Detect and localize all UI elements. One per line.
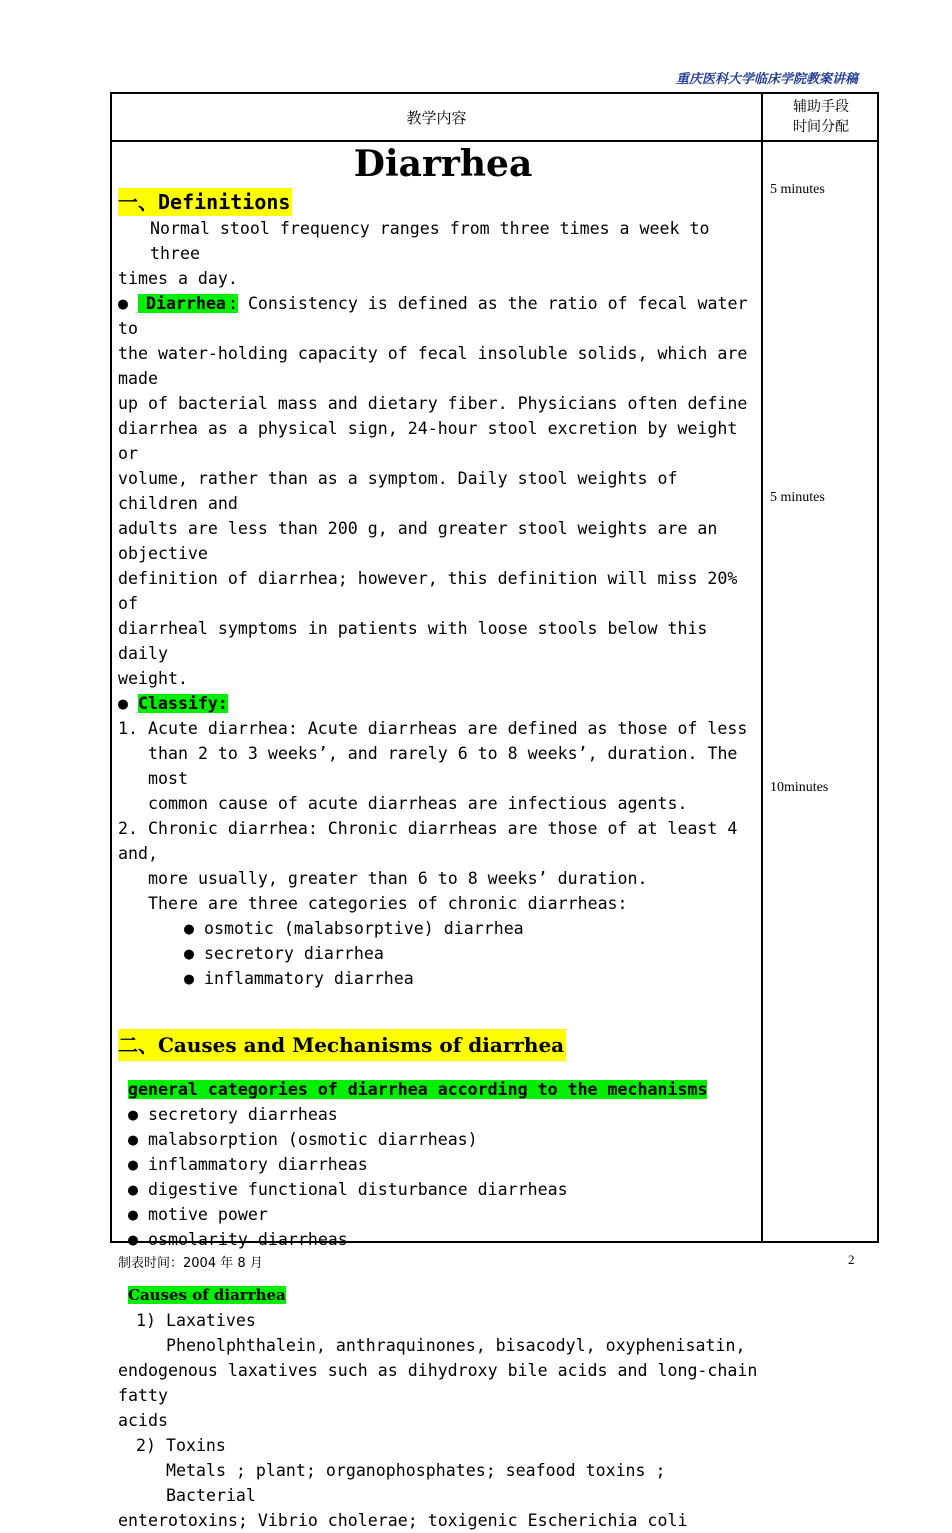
column-divider <box>761 94 763 1241</box>
chronic-line: There are three categories of chronic diarrheas: <box>148 894 628 913</box>
diarrhea-definition <box>118 291 758 341</box>
causes-heading: Causes of diarrhea <box>128 1286 286 1304</box>
page-title: Diarrhea <box>353 143 533 185</box>
definition-line: diarrheal symptoms in patients with loose stools below this daily <box>118 619 708 663</box>
definition-line: weight. <box>118 669 188 688</box>
mechanism-item: ● motive power <box>128 1205 268 1224</box>
definition-line: definition of diarrhea; however, this definition will miss 20% of <box>118 569 738 613</box>
cause-line: Phenolphthalein, anthraquinones, bisacodyl, oxyphenisatin, <box>166 1336 746 1355</box>
cause-label: 2) Toxins <box>136 1436 226 1455</box>
bullet: ● <box>118 694 128 713</box>
mechanisms-heading: general categories of diarrhea according to the mechanisms <box>128 1080 708 1099</box>
cause-line: enterotoxins; Vibrio cholerae; toxigenic Escherichia coli <box>118 1511 688 1530</box>
cause-line: acids <box>118 1411 168 1430</box>
section-heading-definitions: 一、Definitions <box>118 190 291 214</box>
chronic-type-item: ● inflammatory diarrhea <box>184 969 414 988</box>
acute-line: common cause of acute diarrheas are infectious agents. <box>148 794 688 813</box>
acute-line: than 2 to 3 weeks’, and rarely 6 to 8 weeks’, duration. The most <box>148 744 738 788</box>
definition-line: adults are less than 200 g, and greater stool weights are an objective <box>118 519 718 563</box>
time-allocation: 10minutes <box>770 780 829 795</box>
bullet: ● <box>118 294 128 313</box>
intro-line: Normal stool frequency ranges from three times a week to three <box>150 219 710 263</box>
chronic-line: 2. Chronic diarrhea: Chronic diarrheas are those of at least 4 and, <box>118 819 738 863</box>
mechanism-item: ● inflammatory diarrheas <box>128 1155 368 1174</box>
definition-line: up of bacterial mass and dietary fiber. Physicians often define <box>118 394 748 413</box>
definition-line: the water-holding capacity of fecal insoluble solids, which are made <box>118 344 748 388</box>
chronic-type-item: ● osmotic (malabsorptive) diarrhea <box>184 919 524 938</box>
section-heading-causes: 二、Causes and Mechanisms of diarrhea <box>118 1029 566 1061</box>
column-header-aids-line1: 辅助手段 <box>793 99 849 115</box>
mechanism-item: ● secretory diarrheas <box>128 1105 338 1124</box>
mechanism-item: ● digestive functional disturbance diarrheas <box>128 1180 568 1199</box>
mechanism-item: ● osmolarity diarrheas <box>128 1230 348 1249</box>
column-header-aids-line2: 时间分配 <box>793 119 849 135</box>
acute-line: 1. Acute diarrhea: Acute diarrheas are defined as those of less <box>118 719 748 738</box>
time-allocation: 5 minutes <box>770 182 825 197</box>
footer-date: 制表时间：2004 年 8 月 <box>118 1256 263 1271</box>
definition-line: diarrhea as a physical sign, 24-hour stool excretion by weight or <box>118 419 738 463</box>
mechanism-item: ● malabsorption (osmotic diarrheas) <box>128 1130 478 1149</box>
column-header-content: 教学内容 <box>406 108 467 127</box>
term-classify: Classify: <box>138 694 228 713</box>
cause-line: Metals ; plant; organophosphates; seafood toxins ; Bacterial <box>166 1461 666 1505</box>
chronic-type-item: ● secretory diarrhea <box>184 944 384 963</box>
page-number: 2 <box>848 1252 855 1267</box>
cause-label: 1) Laxatives <box>136 1311 256 1330</box>
intro-line: times a day. <box>118 269 238 288</box>
term-diarrhea: Diarrhea <box>138 294 228 313</box>
time-allocation: 5 minutes <box>770 490 825 505</box>
cause-line: endogenous laxatives such as dihydroxy bile acids and long-chain fatty <box>118 1361 758 1405</box>
definition-text: Consistency is defined as the ratio of fecal water to <box>118 294 748 338</box>
definition-line: volume, rather than as a symptom. Daily stool weights of children and <box>118 469 678 513</box>
header-school-name: 重庆医科大学临床学院教案讲稿 <box>675 72 858 87</box>
chronic-line: more usually, greater than 6 to 8 weeks’ duration. <box>148 869 648 888</box>
term-colon: : <box>227 294 238 313</box>
column-header-aids <box>763 94 879 140</box>
lesson-content <box>118 142 758 1533</box>
classify-heading <box>118 691 758 716</box>
